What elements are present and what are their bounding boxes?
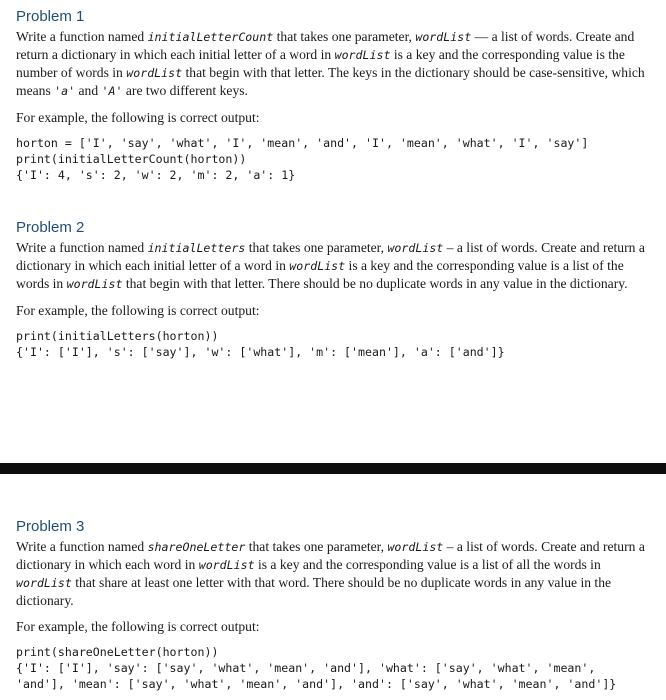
code-line: {'I': ['I'], 's': ['say'], 'w': ['what'], 'm': ['mean'], 'a': ['and']}: [16, 345, 505, 359]
problem-2-title: Problem 2: [16, 219, 85, 236]
description-text: that takes one parameter,: [245, 240, 388, 255]
code-line: print(shareOneLetter(horton)): [16, 645, 219, 659]
code-line: horton = ['I', 'say', 'what', 'I', 'mean', 'and', 'I', 'mean', 'what', 'I', 'say']: [16, 136, 589, 150]
section-divider: [0, 463, 666, 474]
description-text: is a key and the corresponding value is the number of words in: [16, 47, 625, 80]
problem-2-code-block: [16, 328, 654, 360]
description-text: are two different keys.: [122, 83, 248, 98]
inline-code: wordList: [198, 558, 255, 572]
problem-1-title: Problem 1: [16, 8, 85, 25]
description-text: is a key and the corresponding value is a list of all the words in: [254, 557, 601, 572]
description-text: that begin with that letter. There should be no duplicate words in any value in the dictionary.: [122, 276, 628, 291]
description-text: and: [75, 83, 102, 98]
inline-code: wordList: [16, 576, 72, 590]
code-line: 'and'], 'mean': ['say', 'what', 'mean', 'and'], 'and': ['say', 'what', 'mean', 'and']}: [16, 677, 617, 691]
description-text: – a list of words. Create and return a dictionary in which each initial letter of a word in: [16, 240, 645, 273]
description-text: Write a function named: [16, 240, 148, 255]
inline-code: wordList: [387, 540, 444, 554]
code-line: print(initialLetterCount(horton)): [16, 152, 247, 166]
description-text: that takes one parameter,: [245, 539, 388, 554]
problem-3-description: [16, 538, 654, 609]
problem-3-section: [16, 518, 654, 692]
code-line: print(initialLetters(horton)): [16, 329, 219, 343]
inline-code: wordList: [289, 259, 346, 273]
problem-3-title: Problem 3: [16, 518, 85, 535]
problem-1-code-block: [16, 135, 654, 183]
inline-code: 'A': [101, 84, 123, 98]
inline-code: wordList: [415, 30, 472, 44]
problem-1-description: [16, 28, 654, 100]
description-text: that begin with that letter. The keys in the dictionary should be case-sensitive, which means: [16, 65, 645, 98]
inline-code: initialLetterCount: [147, 30, 274, 44]
description-text: that takes one parameter,: [273, 29, 416, 44]
inline-code: wordList: [66, 277, 123, 291]
inline-code: wordList: [387, 241, 444, 255]
problem-1-example-label: For example, the following is correct output:: [16, 110, 260, 125]
code-line: {'I': 4, 's': 2, 'w': 2, 'm': 2, 'a': 1}: [16, 168, 296, 182]
problem-3-code-block: [16, 644, 654, 692]
problem-3-example-label: For example, the following is correct output:: [16, 619, 260, 634]
description-text: that share at least one letter with that word. There should be no duplicate words in any value in the dictionary.: [16, 575, 612, 608]
description-text: Write a function named: [16, 539, 148, 554]
inline-code: initialLetters: [147, 241, 246, 255]
problem-2-section: [16, 219, 654, 360]
description-text: – a list of words. Create and return a dictionary in which each word in: [16, 539, 645, 572]
code-line: {'I': ['I'], 'say': ['say', 'what', 'mean', 'and'], 'what': ['say', 'what', 'mean',: [16, 661, 596, 675]
problem-2-description: [16, 239, 654, 293]
inline-code: 'a': [54, 84, 76, 98]
problem-2-example-label: For example, the following is correct output:: [16, 303, 260, 318]
inline-code: wordList: [126, 66, 183, 80]
inline-code: shareOneLetter: [147, 540, 246, 554]
problem-1-section: [16, 8, 654, 183]
description-text: is a key and the corresponding value is a list of the words in: [16, 258, 624, 291]
inline-code: wordList: [334, 48, 391, 62]
description-text: — a list of words. Create and return a dictionary in which each initial letter of a word in: [16, 29, 635, 62]
description-text: Write a function named: [16, 29, 148, 44]
